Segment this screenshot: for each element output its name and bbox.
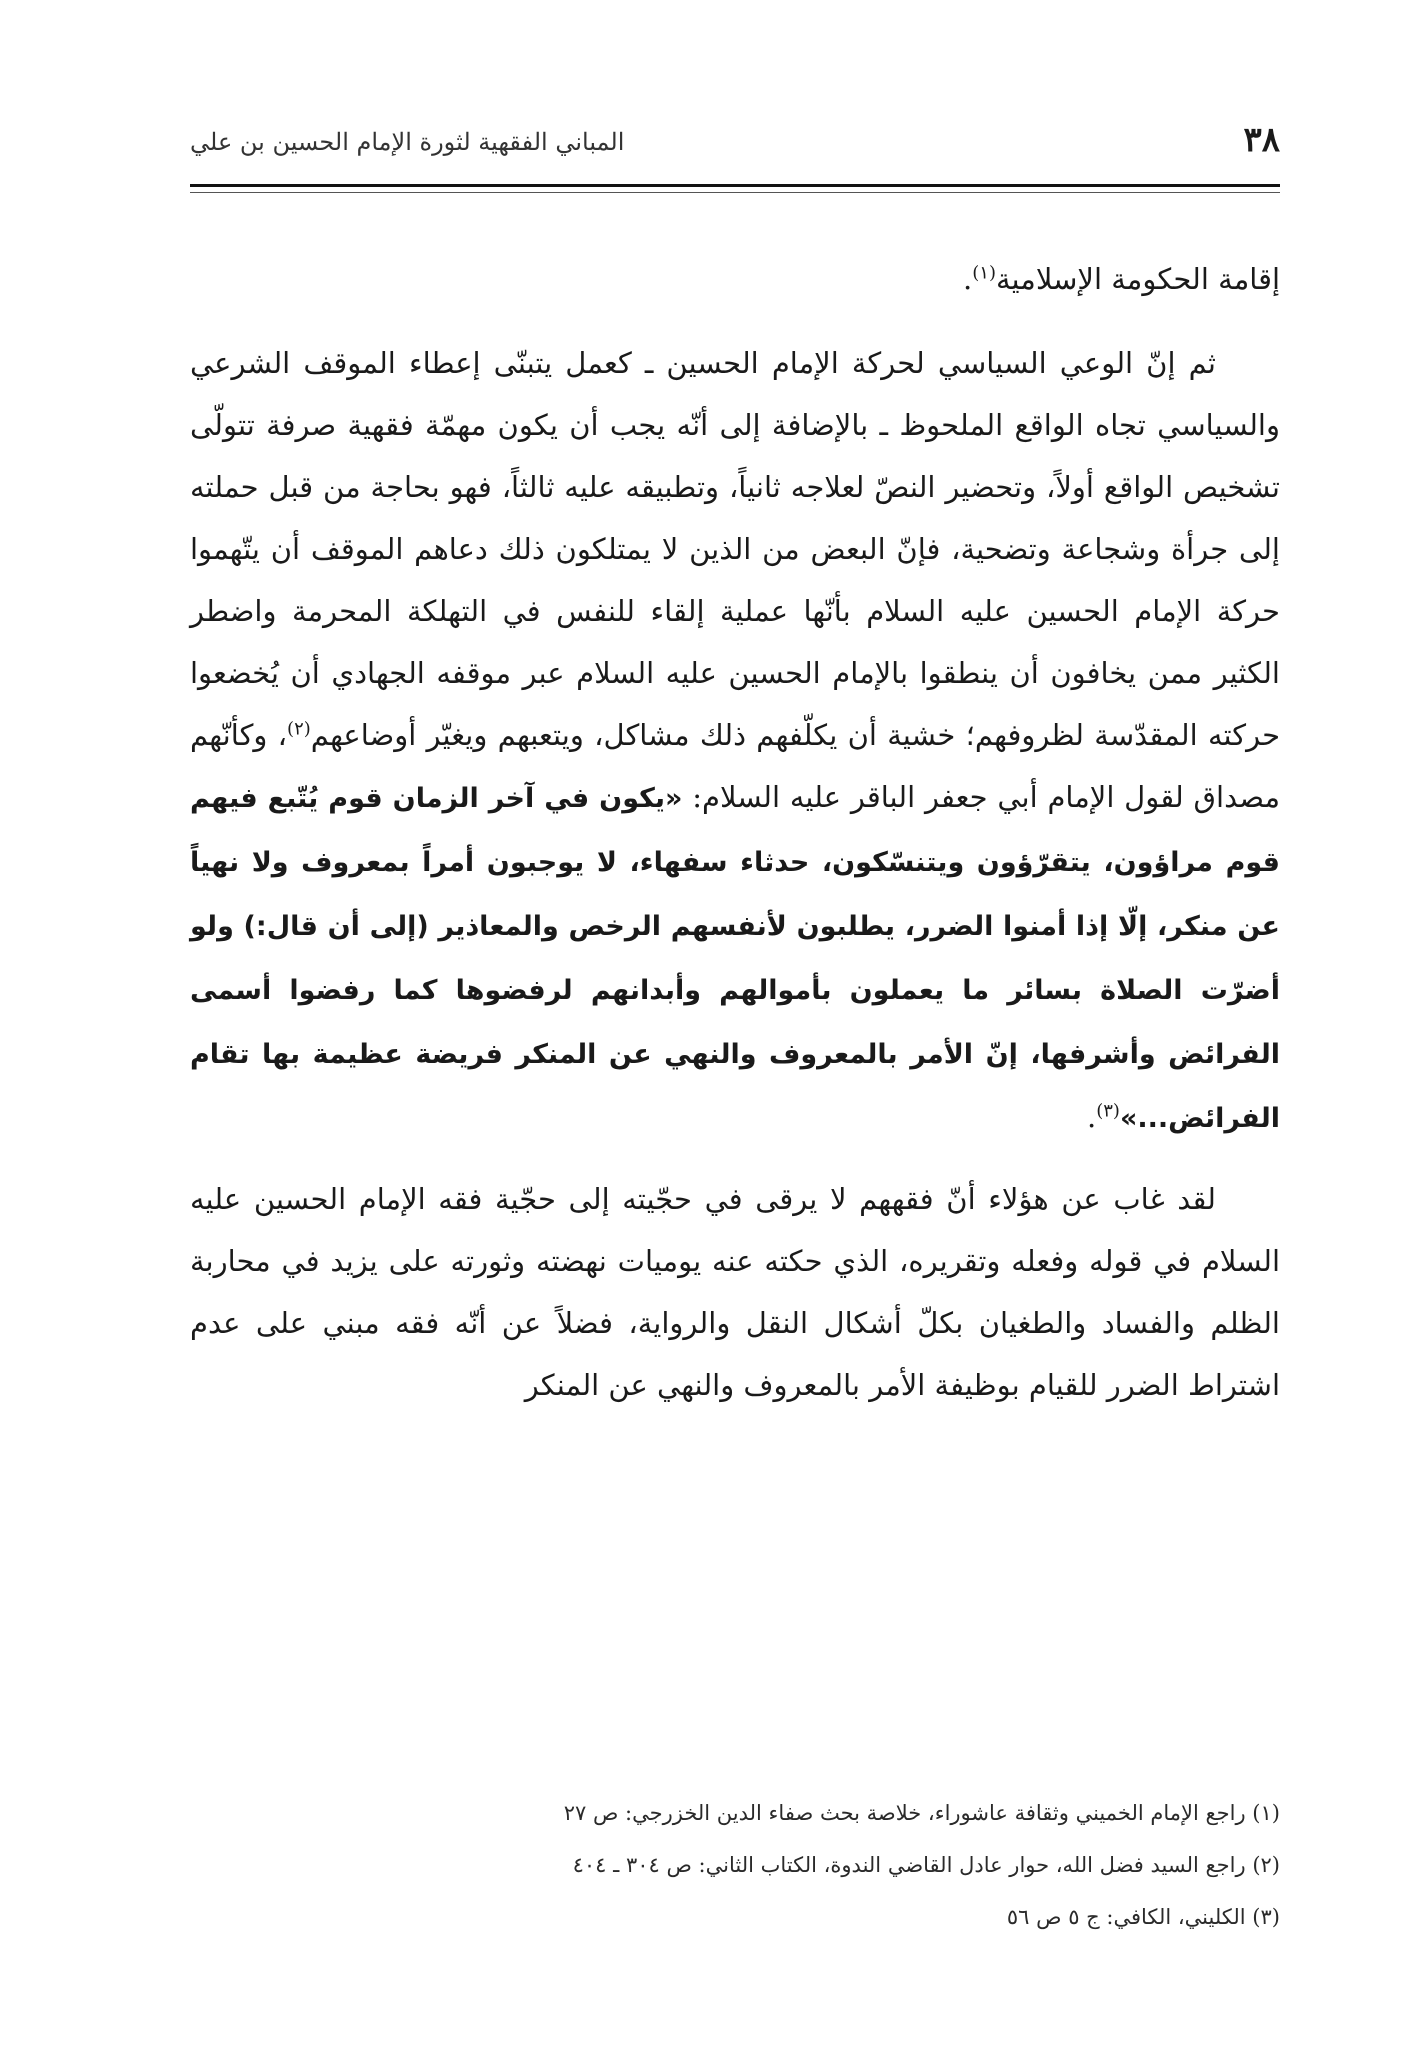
running-header-title: المباني الفقهية لثورة الإمام الحسين بن علي (190, 128, 625, 156)
paragraph-3 (190, 1168, 1280, 1416)
hadith-quote: «يكون في آخر الزمان قوم يُتّبع فيهم قوم مراؤون، يتقرّؤون ويتنسّكون، حدثاء سفهاء، لا يوجبون أمراً بمعروف ولا نهياً عن منكر، إلّا إذا أمنوا الضرر، يطلبون لأنفسهم الرخص والمعاذير (إلى أن قال:) ولو أضرّت الصلاة بسائر ما يعملون بأموالهم وأبدانهم لرفضوها كما رفضوا أسمى الفرائض وأشرفها، إنّ الأمر بالمعروف والنهي عن المنكر فريضة عظيمة بها تقام الفرائض...» (190, 783, 1280, 1134)
header-rule-thin (190, 192, 1280, 193)
running-header (190, 120, 1280, 180)
page-number: ٣٨ (1243, 120, 1280, 160)
paragraph-2-text-b: ، وكأنّهم مصداق لقول الإمام أبي جعفر الباقر عليه السلام: (190, 718, 1281, 814)
footnotes (190, 1790, 1280, 1946)
paragraph-2 (190, 332, 1280, 1150)
paragraph-3-text: لقد غاب عن هؤلاء أنّ فقههم لا يرقى في حجّيته إلى حجّية فقه الإمام الحسين عليه السلام في قوله وفعله وتقريره، الذي حكته عنه يوميات نهضته وثورته على يزيد في محاربة الظلم والفساد والطغيان بكلّ أشكال النقل والرواية، فضلاً عن أنّه فقه مبني على عدم اشتراط الضرر للقيام بوظيفة الأمر بالمعروف والنهي عن المنكر (190, 1182, 1280, 1402)
document-page (190, 120, 1280, 2000)
paragraph-2-text-a: ثم إنّ الوعي السياسي لحركة الإمام الحسين ـ كعمل يتبنّى إعطاء الموقف الشرعي والسياسي تجاه الواقع الملحوظ ـ بالإضافة إلى أنّه يجب أن يكون مهمّة فقهية صرفة تتولّى تشخيص الواقع أولاً، وتحضير النصّ لعلاجه ثانياً، وتطبيقه عليه ثالثاً، فهو بحاجة من قبل حملته إلى جرأة وشجاعة وتضحية، فإنّ البعض من الذين لا يمتلكون ذلك دعاهم الموقف أن يتّهموا حركة الإمام الحسين عليه السلام بأنّها عملية إلقاء للنفس في التهلكة المحرمة واضطر الكثير ممن يخافون أن ينطقوا بالإمام الحسين عليه السلام عبر موقفه الجهادي أن يُخضعوا حركته المقدّسة لظروفهم؛ خشية أن يكلّفهم ذلك مشاكل، ويتعبهم ويغيّر أوضاعهم (190, 346, 1280, 752)
paragraph-1-end: . (963, 262, 973, 296)
header-rule (190, 184, 1280, 187)
paragraph-1 (190, 248, 1280, 310)
paragraph-2-end: . (1086, 1100, 1097, 1134)
paragraph-1-text: إقامة الحكومة الإسلامية (996, 262, 1280, 296)
footnote-ref-1: (١) (972, 262, 996, 284)
footnote-ref-2: (٢) (287, 718, 311, 740)
footnote-1: (١) راجع الإمام الخميني وثقافة عاشوراء، خلاصة بحث صفاء الدين الخزرجي: ص ٢٧ (563, 1801, 1280, 1825)
body-text (190, 248, 1280, 1434)
footnote-3: (٣) الكليني، الكافي: ج ٥ ص ٥٦ (1006, 1905, 1280, 1929)
footnote-2: (٢) راجع السيد فضل الله، حوار عادل القاضي الندوة، الكتاب الثاني: ص ٣٠٤ ـ ٤٠٤ (572, 1853, 1280, 1877)
footnote-ref-3: (٣) (1096, 1100, 1120, 1122)
